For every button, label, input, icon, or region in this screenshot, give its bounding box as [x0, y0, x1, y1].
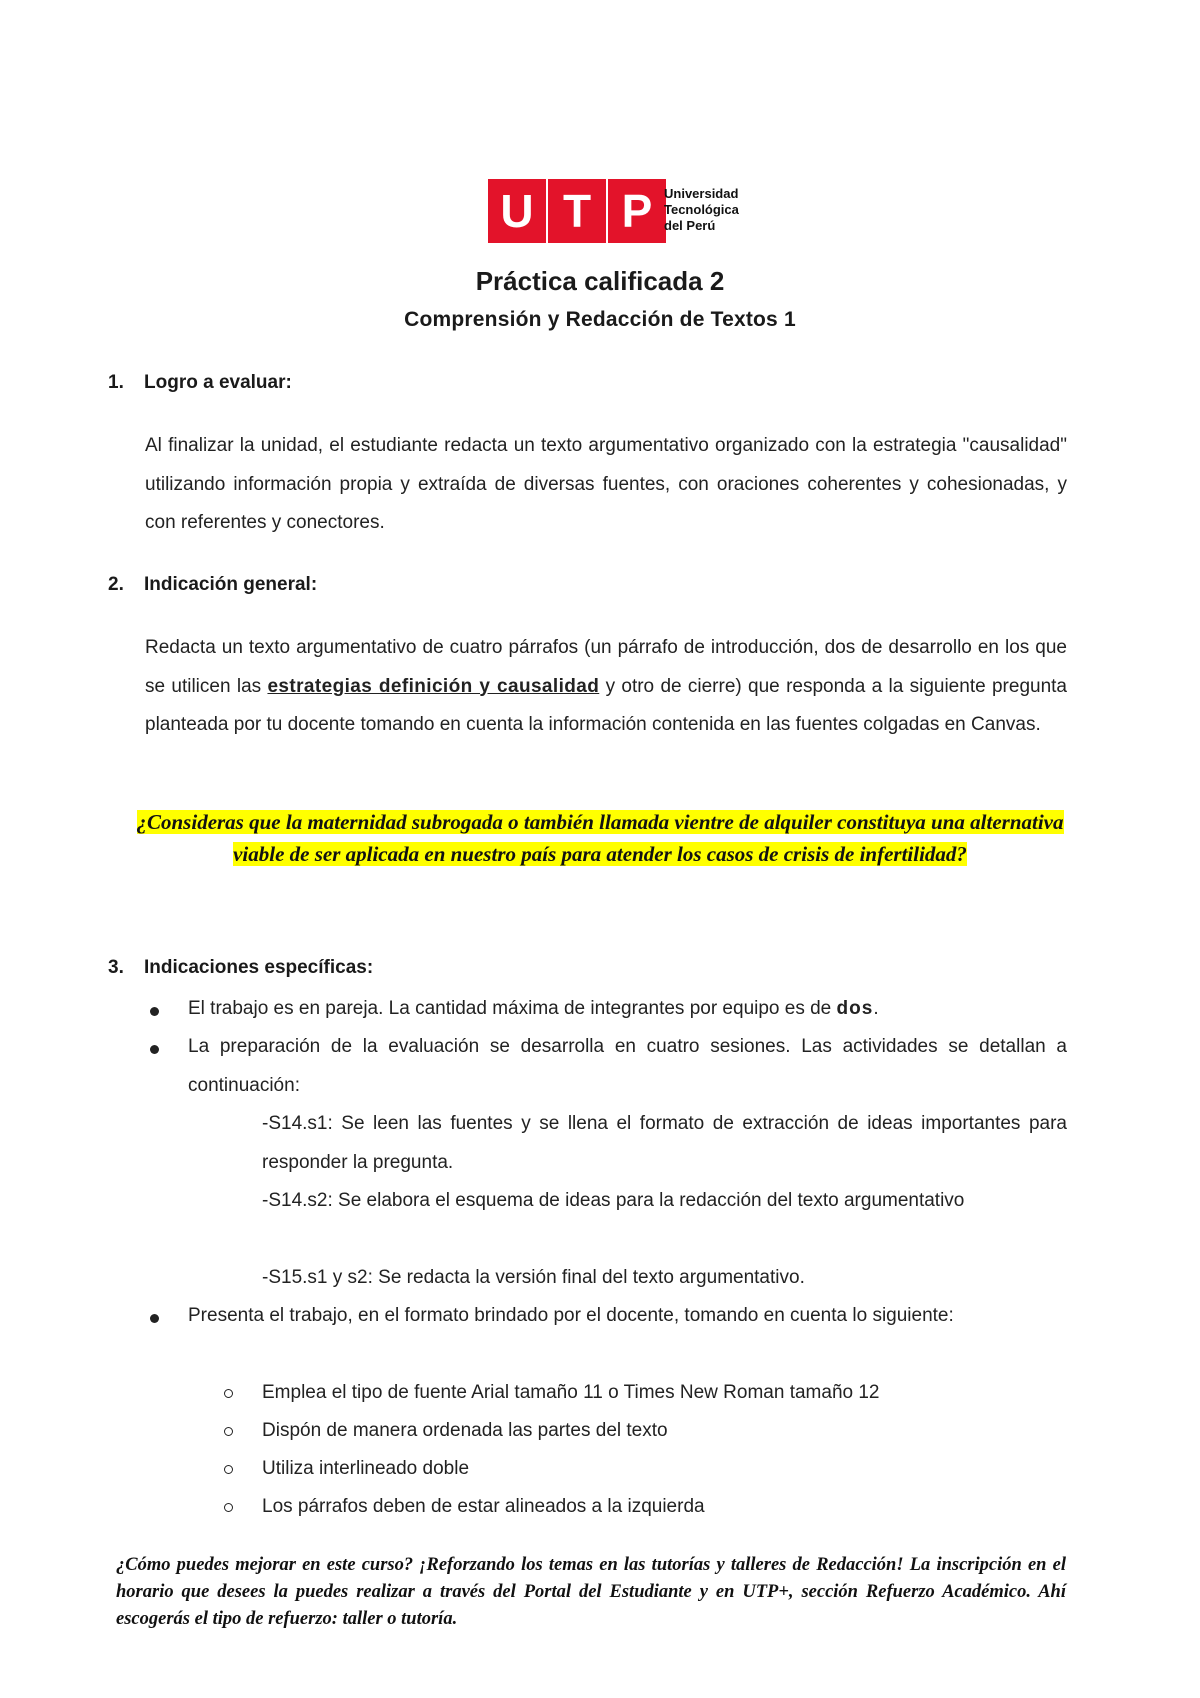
team-size-emphasis: dos [836, 998, 874, 1019]
section-3-heading [108, 957, 373, 979]
section-2-body-text: Redacta un texto argumentativo de cuatro párrafos (un párrafo de introducción, dos de desarrollo en los que se utilicen las [145, 637, 1067, 697]
question-text: ¿Consideras que la maternidad subrogada o también llamada vientre de alquiler constituya una alternativa viable de ser aplicada en nuestro país para atender los casos de crisis de infertilidad? [136, 810, 1064, 866]
logo-name-line: del Perú [664, 218, 716, 233]
section-number: 2. [108, 574, 124, 595]
format-item-text: Los párrafos deben de estar alineados a la izquierda [262, 1496, 705, 1517]
circle-bullet-icon [224, 1465, 233, 1474]
logo-letter-u: U [488, 179, 546, 243]
section-2-body [145, 629, 1067, 745]
format-item-text: Utiliza interlineado doble [262, 1458, 470, 1479]
circle-bullet-icon [224, 1389, 233, 1398]
list-item [150, 990, 1067, 1029]
circle-bullet-icon [224, 1427, 233, 1436]
section-1-heading [108, 372, 292, 394]
bullet-text: . [873, 998, 879, 1019]
section-title: Logro a evaluar: [144, 372, 292, 393]
bullet-text: El trabajo es en pareja. La cantidad máxima de integrantes por equipo es de [188, 998, 837, 1019]
section-2-body-text: y otro de cierre) que responda a la siguiente pregunta planteada por tu docente tomando en cuenta la información contenida en las fuentes colgadas en Canvas. [145, 675, 1067, 735]
page-subtitle: Comprensión y Redacción de Textos 1 [404, 308, 796, 331]
page-title: Práctica calificada 2 [475, 266, 725, 296]
bullet-icon [150, 1314, 159, 1323]
logo-letter-t: T [548, 179, 606, 243]
session-item: -S15.s1 y s2: Se redacta la versión final del texto argumentativo. [262, 1267, 805, 1288]
logo-name-line: Tecnológica [664, 202, 739, 217]
section-2-heading [108, 574, 317, 596]
circle-bullet-icon [224, 1503, 233, 1512]
section-number: 1. [108, 372, 124, 393]
section-title: Indicaciones específicas: [144, 957, 374, 978]
section-title: Indicación general: [144, 574, 318, 595]
format-item [224, 1374, 880, 1413]
logo-institution-name [664, 186, 754, 234]
section-number: 3. [108, 957, 124, 978]
footer-note: ¿Cómo puedes mejorar en este curso? ¡Reforzando los temas en las tutorías y talleres de Redacción! La inscripción en el horario que desees la puedes realizar a través del Portal del Estudiante y en UTP+, sección Refuerzo Académico. Ahí escogerás el tipo de refuerzo: taller o tutoría. [116, 1555, 1066, 1629]
format-item-text: Emplea el tipo de fuente Arial tamaño 11 o Times New Roman tamaño 12 [262, 1382, 880, 1403]
format-item-text: Dispón de manera ordenada las partes del texto [262, 1420, 668, 1441]
session-item: -S14.s1: Se leen las fuentes y se llena el formato de extracción de ideas importantes para responder la pregunta. [262, 1113, 1067, 1173]
format-item [224, 1412, 668, 1451]
format-item [224, 1450, 469, 1489]
logo-letter-p: P [608, 179, 666, 243]
bullet-icon [150, 1007, 159, 1016]
utp-logo [488, 179, 748, 243]
bullet-icon [150, 1045, 159, 1054]
list-item [150, 1028, 1067, 1105]
bullet-text: Presenta el trabajo, en el formato brindado por el docente, tomando en cuenta lo siguiente: [188, 1305, 954, 1326]
logo-name-line: Universidad [664, 186, 739, 201]
section-1-body: Al finalizar la unidad, el estudiante redacta un texto argumentativo organizado con la estrategia "causalidad" utilizando información propia y extraída de diversas fuentes, con oraciones coherentes y cohesionadas, y con referentes y conectores. [145, 435, 1067, 533]
strategies-emphasis: estrategias definición y causalidad [267, 675, 600, 697]
highlighted-question [130, 806, 1070, 870]
format-item [224, 1488, 705, 1527]
bullet-text: La preparación de la evaluación se desarrolla en cuatro sesiones. Las actividades se detallan a continuación: [188, 1036, 1067, 1096]
session-item: -S14.s2: Se elabora el esquema de ideas para la redacción del texto argumentativo [262, 1190, 965, 1211]
list-item [150, 1297, 1067, 1336]
